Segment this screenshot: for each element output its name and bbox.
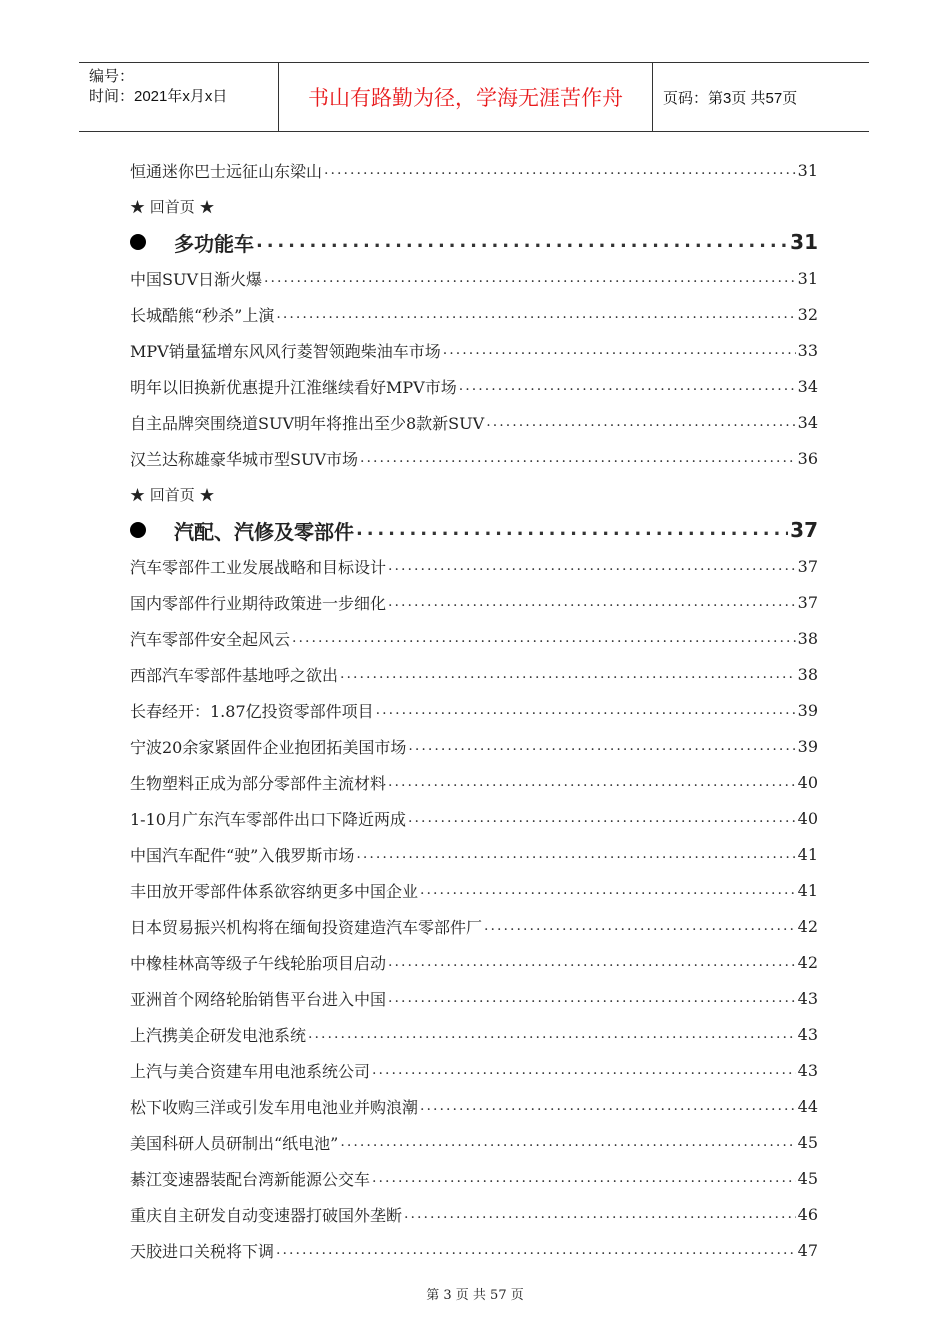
dot-leader	[388, 990, 796, 1016]
back-to-home-link[interactable]	[130, 476, 818, 512]
toc-entry[interactable]	[130, 584, 818, 620]
bullet-icon	[130, 522, 146, 538]
toc-page-number: 31	[797, 160, 818, 180]
toc-entry[interactable]	[130, 1124, 818, 1160]
toc-title: 生物塑料正成为部分零部件主流材料	[130, 773, 387, 793]
toc-page-number: 41	[797, 880, 818, 900]
toc-page-number: 33	[797, 340, 818, 360]
toc-title: 上汽携美企研发电池系统	[130, 1025, 307, 1045]
header-meta	[79, 63, 279, 131]
toc-entry[interactable]	[130, 872, 818, 908]
toc-title: 綦江变速器装配台湾新能源公交车	[130, 1169, 371, 1189]
header-page-info: 页码：第3页 共57页	[663, 89, 798, 107]
toc-page-number: 34	[797, 376, 818, 396]
toc-title: 自主品牌突围绕道SUV明年将推出至少8款新SUV	[130, 413, 485, 433]
toc-title: 明年以旧换新优惠提升江淮继续看好MPV市场	[130, 377, 457, 397]
dot-leader	[292, 630, 796, 656]
toc-title: 松下收购三洋或引发车用电池业并购浪潮	[130, 1097, 419, 1117]
dot-leader	[340, 1134, 795, 1160]
toc-page-number: 31	[790, 230, 818, 254]
toc-entry[interactable]	[130, 404, 818, 440]
toc-entry[interactable]	[130, 152, 818, 188]
dot-leader	[484, 918, 796, 944]
toc-page-number: 39	[797, 700, 818, 720]
toc-title: 汽车零部件安全起风云	[130, 629, 291, 649]
toc-entry[interactable]	[130, 1016, 818, 1052]
dot-leader	[256, 231, 788, 260]
toc-page-number: 32	[797, 304, 818, 324]
toc-page-number: 43	[797, 988, 818, 1008]
dot-leader	[308, 1026, 796, 1052]
time-label: 时间：2021年x月x日	[89, 88, 228, 105]
toc-title: 上汽与美合资建车用电池系统公司	[130, 1061, 371, 1081]
page-footer: 第 3 页 共 57 页	[426, 1288, 524, 1303]
toc-entry[interactable]	[130, 332, 818, 368]
bullet-icon	[130, 234, 146, 250]
dot-leader	[420, 1098, 796, 1124]
toc-page-number: 36	[797, 448, 818, 468]
page-header	[79, 62, 869, 132]
toc-page-number: 43	[797, 1024, 818, 1044]
toc-title: 1-10月广东汽车零部件出口下降近两成	[130, 809, 406, 829]
dot-leader	[443, 342, 796, 368]
toc-title: MPV销量猛增东风风行菱智领跑柴油车市场	[130, 341, 441, 361]
table-of-contents	[130, 152, 818, 1268]
toc-entry[interactable]	[130, 728, 818, 764]
dot-leader	[356, 846, 795, 872]
toc-page-number: 38	[797, 664, 818, 684]
toc-entry[interactable]	[130, 1160, 818, 1196]
toc-title: 宁波20余家紧固件企业抱团拓美国市场	[130, 737, 407, 757]
toc-entry[interactable]	[130, 548, 818, 584]
toc-title: 汽配、汽修及零部件	[174, 519, 354, 544]
toc-title: 中橡桂林高等级子午线轮胎项目启动	[130, 953, 387, 973]
toc-title: 多功能车	[174, 231, 254, 256]
toc-page-number: 43	[797, 1060, 818, 1080]
toc-entry[interactable]	[130, 620, 818, 656]
toc-title: ★ 回首页 ★	[130, 485, 215, 504]
toc-entry[interactable]	[130, 944, 818, 980]
toc-page-number: 39	[797, 736, 818, 756]
toc-entry[interactable]	[130, 1232, 818, 1268]
toc-title: 亚洲首个网络轮胎销售平台进入中国	[130, 989, 387, 1009]
toc-entry[interactable]	[130, 800, 818, 836]
toc-title: 长春经开：1.87亿投资零部件项目	[130, 701, 374, 721]
toc-title: 恒通迷你巴士远征山东梁山	[130, 161, 323, 181]
toc-page-number: 37	[797, 592, 818, 612]
toc-title: 天胶进口关税将下调	[130, 1241, 275, 1261]
toc-entry[interactable]	[130, 1196, 818, 1232]
dot-leader	[404, 1206, 796, 1232]
toc-page-number: 42	[797, 952, 818, 972]
toc-title: 西部汽车零部件基地呼之欲出	[130, 665, 339, 685]
toc-page-number: 45	[797, 1168, 818, 1188]
dot-leader	[388, 954, 796, 980]
toc-entry[interactable]	[130, 764, 818, 800]
dot-leader	[376, 702, 796, 728]
toc-page-number: 42	[797, 916, 818, 936]
dot-leader	[324, 162, 796, 188]
number-label: 编号：	[89, 68, 135, 85]
toc-entry[interactable]	[130, 692, 818, 728]
dot-leader	[372, 1170, 796, 1196]
toc-page-number: 37	[790, 518, 818, 542]
toc-title: 重庆自主研发自动变速器打破国外垄断	[130, 1205, 403, 1225]
dot-leader	[340, 666, 796, 692]
toc-title: 长城酷熊“秒杀”上演	[130, 305, 275, 325]
dot-leader	[388, 558, 796, 584]
toc-title: 中国汽车配件“驶”入俄罗斯市场	[130, 845, 355, 865]
dot-leader	[459, 378, 796, 404]
dot-leader	[276, 306, 795, 332]
toc-title: ★ 回首页 ★	[130, 197, 215, 216]
toc-entry[interactable]	[130, 440, 818, 476]
toc-title: 汉兰达称雄豪华城市型SUV市场	[130, 449, 359, 469]
toc-entry[interactable]	[130, 980, 818, 1016]
toc-page-number: 31	[797, 268, 818, 288]
dot-leader	[388, 594, 796, 620]
toc-entry[interactable]	[130, 1088, 818, 1124]
toc-title: 日本贸易振兴机构将在缅甸投资建造汽车零部件厂	[130, 917, 483, 937]
toc-page-number: 45	[797, 1132, 818, 1152]
toc-entry[interactable]	[130, 368, 818, 404]
toc-page-number: 37	[797, 556, 818, 576]
back-to-home-link[interactable]	[130, 188, 818, 224]
toc-entry[interactable]	[130, 836, 818, 872]
toc-title: 中国SUV日渐火爆	[130, 269, 263, 289]
toc-page-number: 38	[797, 628, 818, 648]
dot-leader	[372, 1062, 796, 1088]
dot-leader	[420, 882, 796, 908]
toc-title: 丰田放开零部件体系欲容纳更多中国企业	[130, 881, 419, 901]
toc-entry[interactable]	[130, 656, 818, 692]
dot-leader	[356, 519, 788, 548]
dot-leader	[264, 270, 796, 296]
toc-section-heading[interactable]	[130, 512, 818, 548]
toc-entry[interactable]	[130, 296, 818, 332]
dot-leader	[408, 738, 795, 764]
toc-title: 汽车零部件工业发展战略和目标设计	[130, 557, 387, 577]
toc-title: 美国科研人员研制出“纸电池”	[130, 1133, 339, 1153]
toc-title: 国内零部件行业期待政策进一步细化	[130, 593, 387, 613]
dot-leader	[276, 1242, 796, 1268]
toc-entry[interactable]	[130, 908, 818, 944]
toc-page-number: 34	[797, 412, 818, 432]
dot-leader	[408, 810, 796, 836]
toc-entry[interactable]	[130, 260, 818, 296]
toc-section-heading[interactable]	[130, 224, 818, 260]
toc-page-number: 46	[797, 1204, 818, 1224]
toc-page-number: 41	[797, 844, 818, 864]
header-motto: 书山有路勤为径，学海无涯苦作舟	[279, 63, 653, 131]
toc-page-number: 40	[797, 808, 818, 828]
dot-leader	[360, 450, 796, 476]
toc-entry[interactable]	[130, 1052, 818, 1088]
dot-leader	[486, 414, 795, 440]
dot-leader	[388, 774, 796, 800]
toc-page-number: 47	[797, 1240, 818, 1260]
toc-page-number: 44	[797, 1096, 818, 1116]
toc-page-number: 40	[797, 772, 818, 792]
